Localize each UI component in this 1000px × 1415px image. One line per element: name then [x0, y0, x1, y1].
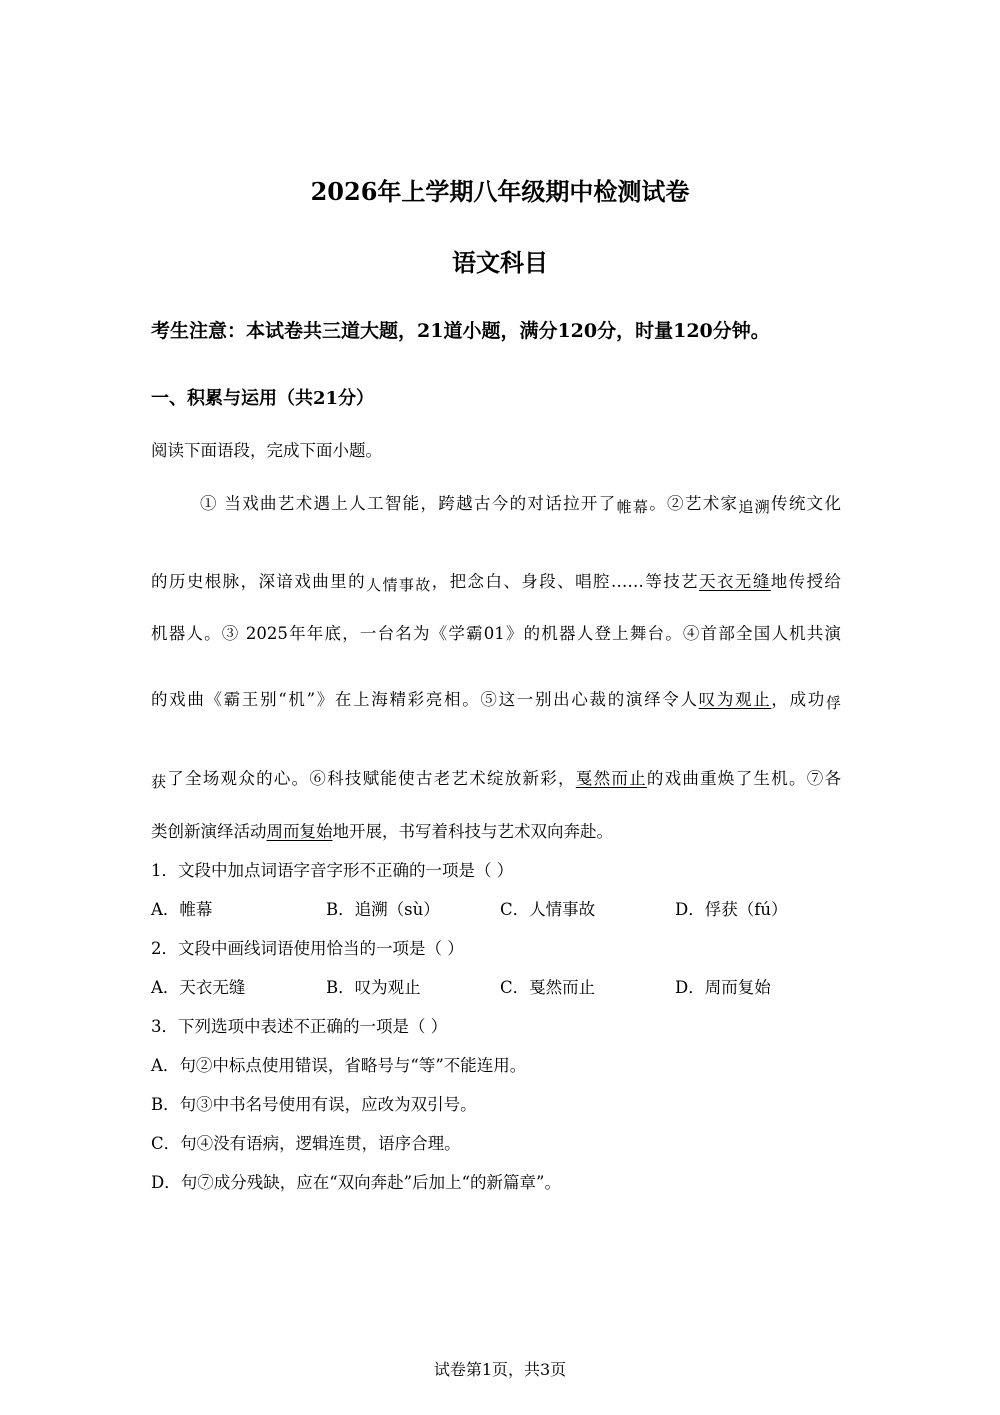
question-1-option-d[interactable]: D．俘获（fú） — [675, 900, 788, 919]
question-3-option-b[interactable]: B．句③中书名号使用有误，应改为双引号。 — [151, 1095, 477, 1114]
question-2-option-a[interactable]: A．天衣无缝 — [151, 978, 246, 997]
passage-line-4: 的戏曲《霸王别“机”》在上海精彩亮相。⑤这一别出心裁的演绎令人叹为观止，成功俘 — [151, 690, 841, 712]
passage-line-2: 的历史根脉，深谙戏曲里的人情事故，把念白、身段、唱腔……等技艺天衣无缝地传授给 — [151, 572, 842, 594]
underlined-word: 周而复始 — [266, 822, 333, 841]
question-1-option-c[interactable]: C．人情事故 — [500, 900, 596, 919]
question-2-stem: 2．文段中画线词语使用恰当的一项是（ ） — [151, 939, 464, 958]
question-3-option-c[interactable]: C．句④没有语病，逻辑连贯，语序合理。 — [151, 1134, 461, 1153]
dotted-word: 俘 — [825, 694, 841, 712]
dotted-word: 人情事故 — [366, 576, 432, 594]
passage-line-1: ① 当戏曲艺术遇上人工智能，跨越古今的对话拉开了帷幕。②艺术家追溯传统文化 — [200, 494, 841, 516]
question-3-option-a[interactable]: A．句②中标点使用错误，省略号与“等”不能连用。 — [151, 1056, 527, 1075]
passage-line-3: 机器人。③ 2025年年底，一台名为《学霸01》的机器人登上舞台。④首部全国人机共演 — [151, 624, 841, 643]
question-1-option-b[interactable]: B．追溯（sù） — [326, 900, 440, 919]
question-2-option-b[interactable]: B．叹为观止 — [326, 978, 421, 997]
question-3-stem: 3．下列选项中表述不正确的一项是（ ） — [151, 1017, 448, 1036]
underlined-word: 叹为观止 — [698, 690, 772, 709]
question-2-option-c[interactable]: C．戛然而止 — [500, 978, 596, 997]
dotted-word: 获 — [151, 773, 168, 791]
underlined-word: 戛然而止 — [575, 769, 647, 788]
reading-instruction: 阅读下面语段，完成下面小题。 — [151, 441, 382, 460]
section-heading: 一、积累与运用（共21分） — [151, 388, 375, 409]
passage-line-5: 获了全场观众的心。⑥科技赋能使古老艺术绽放新彩，戛然而止的戏曲重焕了生机。⑦各 — [151, 769, 842, 791]
exam-title: 2026年上学期八年级期中检测试卷 — [310, 177, 690, 206]
question-3-option-d[interactable]: D．句⑦成分残缺，应在“双向奔赴”后加上“的新篇章”。 — [151, 1173, 561, 1192]
dotted-word: 帷幕 — [616, 498, 650, 516]
passage-line-6: 类创新演绎活动周而复始地开展，书写着科技与艺术双向奔赴。 — [151, 822, 613, 841]
question-1-option-a[interactable]: A．帷幕 — [151, 900, 213, 919]
subject-title: 语文科目 — [452, 248, 548, 277]
underlined-word: 天衣无缝 — [699, 572, 771, 591]
question-2-option-d[interactable]: D．周而复始 — [675, 978, 771, 997]
dotted-word: 追溯 — [738, 498, 772, 516]
question-1-stem: 1．文段中加点词语字音字形不正确的一项是（ ） — [151, 861, 514, 880]
page-footer: 试卷第1页，共3页 — [433, 1360, 567, 1379]
exam-notice: 考生注意：本试卷共三道大题，21道小题，满分120分，时量120分钟。 — [151, 320, 770, 342]
